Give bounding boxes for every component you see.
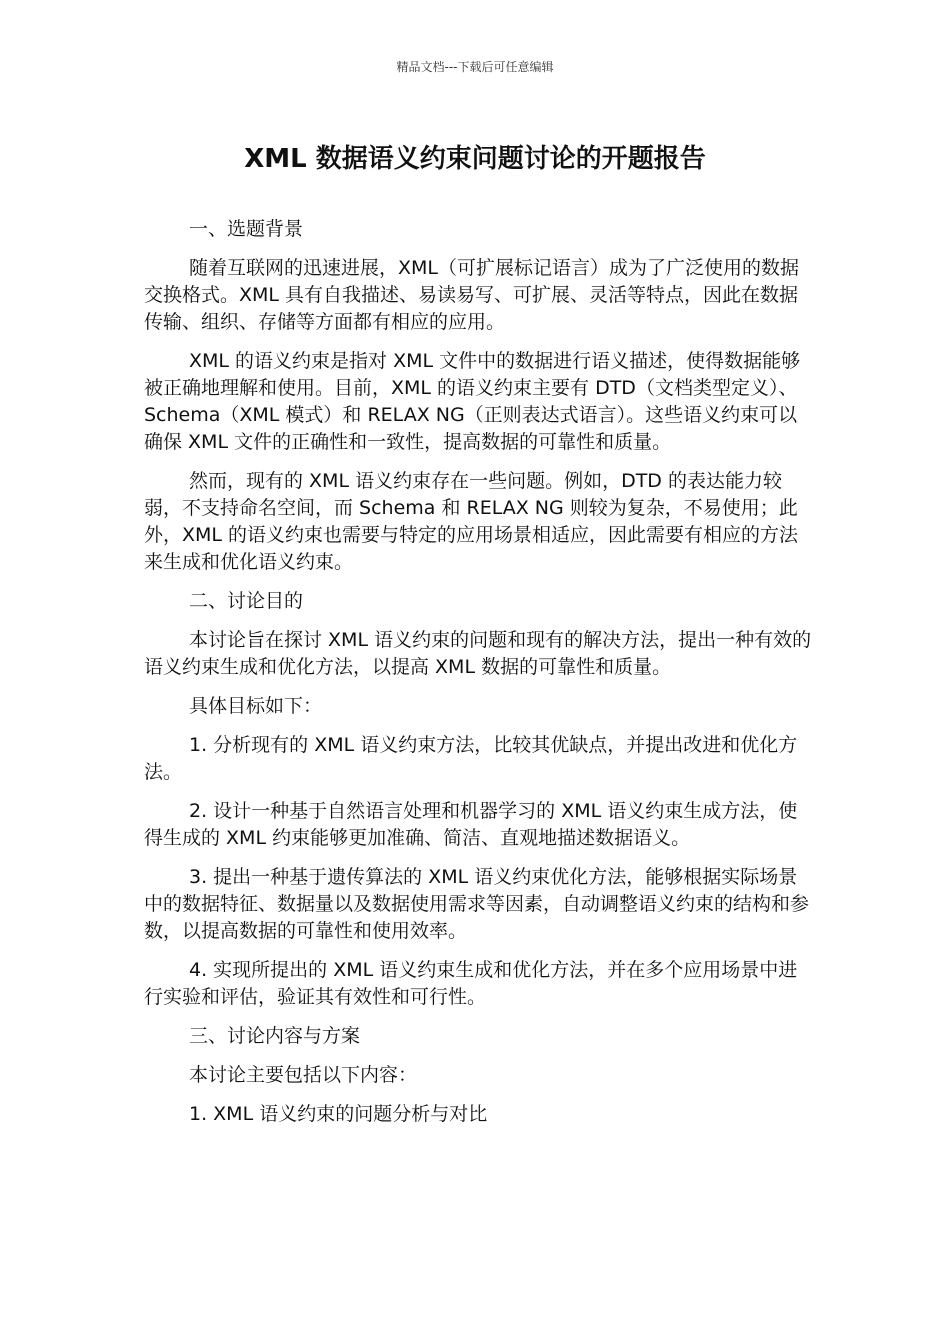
section-heading-background: 一、选题背景 (189, 218, 304, 240)
header-note: 精品文档---下载后可任意编辑 (396, 60, 554, 74)
paragraph: 然而，现有的 XML 语义约束存在一些问题。例如，DTD 的表达能力较弱，不支持命名空间，而 Schema 和 RELAX NG 则较为复杂，不易使用；此外，XML 的语义约束也需要与特定的应用场景相适应，因此需要有相应的方法来生成和优化语义约束。 (144, 470, 799, 573)
paragraph: XML 的语义约束是指对 XML 文件中的数据进行语义描述，使得数据能够被正确地理解和使用。目前，XML 的语义约束主要有 DTD（文档类型定义）、Schema（XML 模式）和 RELAX NG（正则表达式语言）。这些语义约束可以确保 XML 文件的正确性和一致性，提高数据的可靠性和质量。 (144, 350, 801, 453)
paragraph: 随着互联网的迅速进展，XML（可扩展标记语言）成为了广泛使用的数据交换格式。XML 具有自我描述、易读易写、可扩展、灵活等特点，因此在数据传输、组织、存储等方面都有相应的应用。 (144, 257, 799, 333)
section-heading-purpose: 二、讨论目的 (189, 590, 304, 612)
paragraph: 本讨论旨在探讨 XML 语义约束的问题和现有的解决方法，提出一种有效的语义约束生成和优化方法，以提高 XML 数据的可靠性和质量。 (144, 629, 812, 678)
paragraph: 具体目标如下： (189, 695, 323, 717)
section-heading-content: 三、讨论内容与方案 (189, 1025, 361, 1047)
list-item: 1. 分析现有的 XML 语义约束方法，比较其优缺点，并提出改进和优化方法。 (144, 734, 798, 783)
document-title: XML 数据语义约束问题讨论的开题报告 (244, 144, 706, 174)
paragraph: 本讨论主要包括以下内容： (189, 1064, 418, 1086)
list-item: 4. 实现所提出的 XML 语义约束生成和优化方法，并在多个应用场景中进行实验和评估，验证其有效性和可行性。 (144, 959, 798, 1008)
list-item: 1. XML 语义约束的问题分析与对比 (189, 1103, 488, 1125)
list-item: 3. 提出一种基于遗传算法的 XML 语义约束优化方法，能够根据实际场景中的数据特征、数据量以及数据使用需求等因素，自动调整语义约束的结构和参数，以提高数据的可靠性和使用效率。 (144, 866, 810, 942)
list-item: 2. 设计一种基于自然语言处理和机器学习的 XML 语义约束生成方法，使得生成的 XML 约束能够更加准确、简洁、直观地描述数据语义。 (144, 800, 798, 849)
document-body (144, 216, 812, 1140)
